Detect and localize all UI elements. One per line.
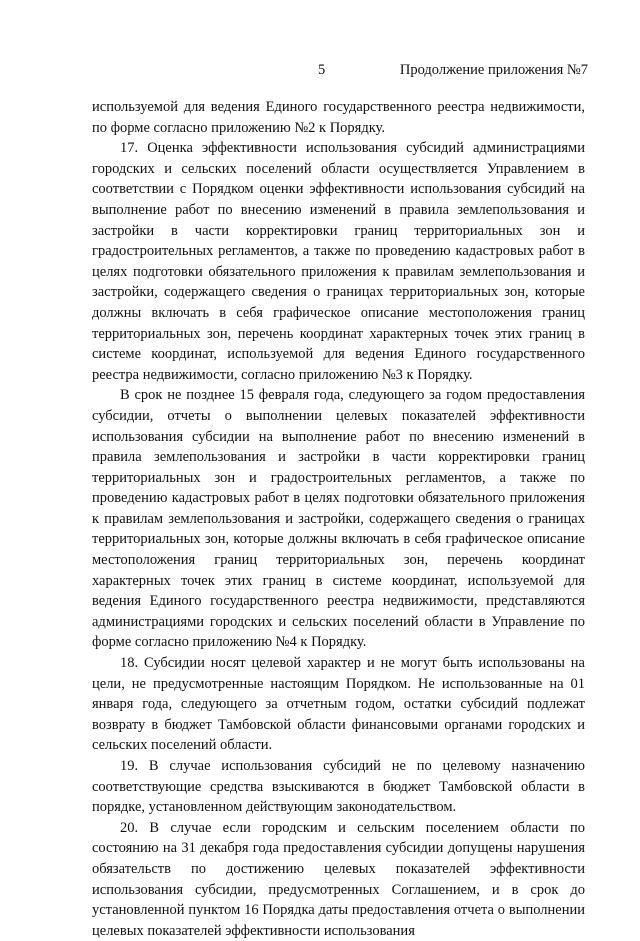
document-body bbox=[92, 97, 585, 941]
paragraph-20: 20. В случае если городским и сельским поселением области по состоянию на 31 декабря года предоставления субсидии допущены нарушения обязательств по достижению целевых показателей эффективности использования субсидии, предусмотренных Соглашением, и в срок до установленной пунктом 16 Порядка даты предоставления отчета о выполнении целевых показателей эффективности использования bbox=[92, 819, 585, 939]
page-number: 5 bbox=[318, 62, 326, 78]
paragraph-19: 19. В случае использования субсидий не по целевому назначению соответствующие средства взыскиваются в бюджет Тамбовской области в порядке, установленном действующим законодательством. bbox=[92, 758, 585, 816]
appendix-continuation-title: Продолжение приложения №7 bbox=[399, 62, 588, 78]
paragraph-17-report-deadline: В срок не позднее 15 февраля года, следующего за годом предоставления субсидии, отчеты о выполнении целевых показателей эффективности использования субсидии на выполнение работ по внесению изменений в правила землепользования и застройки в части корректировки границ территориальных зон и градостроительных регламентов, а также по проведению кадастровых работ в целях подготовки обязательного приложения к правилам землепользования и застройки, содержащего сведения о границах территориальных зон, которые должны включать в себя графическое описание местоположения границ территориальных зон, перечень координат характерных точек этих границ в системе координат, используемой для ведения Единого государственного реестра недвижимости, представляются администрациями городских и сельских поселений области в Управление по форме согласно приложению №4 к Порядку. bbox=[92, 387, 585, 651]
page-header bbox=[0, 62, 640, 84]
paragraph-17: 17. Оценка эффективности использования субсидий администрациями городских и сельских поселений области осуществляется Управлением в соответствии с Порядком оценки эффективности использования субсидий на выполнение работ по внесению изменений в правила землепользования и застройки в части корректировки границ территориальных зон и градостроительных регламентов, а также по проведению кадастровых работ в целях подготовки обязательного приложения к правилам землепользования и застройки, содержащего сведения о границах территориальных зон, которые должны включать в себя графическое описание местоположения границ территориальных зон, перечень координат характерных точек этих границ в системе координат, используемой для ведения Единого государственного реестра недвижимости, согласно приложению №3 к Порядку. bbox=[92, 140, 585, 383]
paragraph-continuation: используемой для ведения Единого государственного реестра недвижимости, по форме согласно приложению №2 к Порядку. bbox=[92, 99, 585, 136]
paragraph-18: 18. Субсидии носят целевой характер и не могут быть использованы на цели, не предусмотренные настоящим Порядком. Не использованные на 01 января года, следующего за отчетным годом, остатки субсидий подлежат возврату в бюджет Тамбовской области финансовыми органами городских и сельских поселений области. bbox=[92, 655, 585, 754]
